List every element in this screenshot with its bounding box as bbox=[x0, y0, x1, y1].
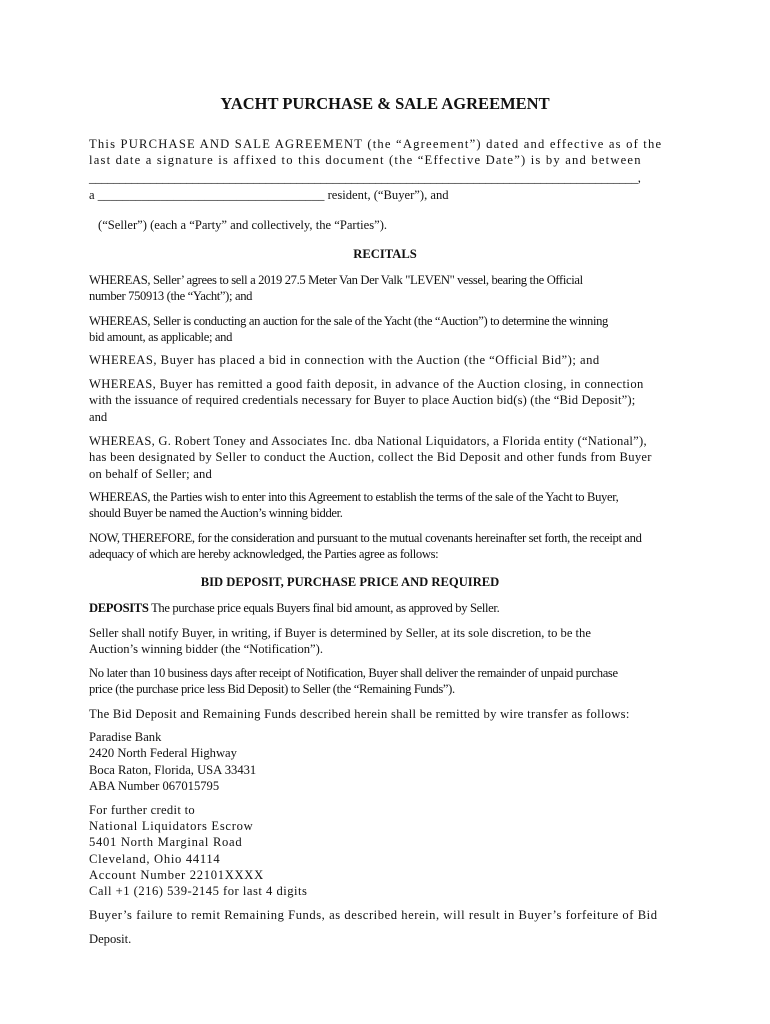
now-therefore-line-1: NOW, THEREFORE, for the consideration and pursuant to the mutual covenants hereinafter set forth, the receipt and bbox=[89, 531, 642, 545]
recital-6-line-1: WHEREAS, the Parties wish to enter into this Agreement to establish the terms of the sale of the Yacht to Buyer, bbox=[89, 490, 619, 504]
document-title: YACHT PURCHASE & SALE AGREEMENT bbox=[220, 94, 550, 113]
recital-4-line-1: WHEREAS, Buyer has remitted a good faith deposit, in advance of the Auction closing, in connection bbox=[89, 377, 644, 391]
recital-5-line-3: on behalf of Seller; and bbox=[89, 467, 213, 481]
bank-name: Paradise Bank bbox=[89, 730, 162, 744]
wire-transfer-line: The Bid Deposit and Remaining Funds described herein shall be remitted by wire transfer as follows: bbox=[89, 707, 630, 721]
intro-line-1: This PURCHASE AND SALE AGREEMENT (the “Agreement”) dated and effective as of the bbox=[89, 137, 663, 151]
bank-address-2: Boca Raton, Florida, USA 33431 bbox=[89, 763, 257, 777]
credit-line-2: National Liquidators Escrow bbox=[89, 819, 254, 833]
buyer-residence-line: a ____________________________________ resident, (“Buyer”), and bbox=[89, 188, 449, 202]
bank-aba-number: ABA Number 067015795 bbox=[89, 779, 220, 793]
bank-address-1: 2420 North Federal Highway bbox=[89, 746, 237, 760]
credit-line-3: 5401 North Marginal Road bbox=[89, 835, 243, 849]
seller-parties-line: (“Seller”) (each a “Party” and collectively, the “Parties”). bbox=[98, 218, 388, 232]
credit-line-4: Cleveland, Ohio 44114 bbox=[89, 852, 221, 866]
deposits-text: The purchase price equals Buyers final bid amount, as approved by Seller. bbox=[148, 601, 500, 615]
recital-5-line-2: has been designated by Seller to conduct the Auction, collect the Bid Deposit and other funds from Buyer bbox=[89, 450, 652, 464]
forfeit-line-1: Buyer’s failure to remit Remaining Funds, as described herein, will result in Buyer’s forfeiture of Bid bbox=[89, 908, 658, 922]
deposits-label: DEPOSITS bbox=[89, 601, 149, 615]
recital-6-line-2: should Buyer be named the Auction’s winning bidder. bbox=[89, 506, 343, 520]
recital-1-line-1: WHEREAS, Seller’ agrees to sell a 2019 27.5 Meter Van Der Valk "LEVEN" vessel, bearing the Official bbox=[89, 273, 583, 287]
recitals-heading: RECITALS bbox=[353, 247, 417, 261]
notification-line-1: Seller shall notify Buyer, in writing, if Buyer is determined by Seller, at its sole discretion, to be the bbox=[89, 626, 591, 640]
recital-5-line-1: WHEREAS, G. Robert Toney and Associates Inc. dba National Liquidators, a Florida entity (“National”), bbox=[89, 434, 647, 448]
notification-line-2: Auction’s winning bidder (the “Notification”). bbox=[89, 642, 323, 656]
credit-account-number: Account Number 22101XXXX bbox=[89, 868, 264, 882]
credit-call-line: Call +1 (216) 539-2145 for last 4 digits bbox=[89, 884, 308, 898]
now-therefore-line-2: adequacy of which are hereby acknowledged, the Parties agree as follows: bbox=[89, 547, 439, 561]
remaining-funds-line-1: No later than 10 business days after receipt of Notification, Buyer shall deliver the remainder of unpaid purchase bbox=[89, 666, 618, 680]
recital-1-line-2: number 750913 (the “Yacht”); and bbox=[89, 289, 253, 303]
remaining-funds-line-2: price (the purchase price less Bid Deposit) to Seller (the “Remaining Funds”). bbox=[89, 682, 455, 696]
bid-deposit-heading: BID DEPOSIT, PURCHASE PRICE AND REQUIRED bbox=[200, 575, 500, 589]
recital-2-line-1: WHEREAS, Seller is conducting an auction for the sale of the Yacht (the “Auction”) to determine the winning bbox=[89, 314, 608, 328]
credit-line-1: For further credit to bbox=[89, 803, 195, 817]
recital-2-line-2: bid amount, as applicable; and bbox=[89, 330, 233, 344]
recital-3-line-1: WHEREAS, Buyer has placed a bid in connection with the Auction (the “Official Bid”); and bbox=[89, 353, 600, 367]
intro-line-2: last date a signature is affixed to this document (the “Effective Date”) is by and between bbox=[89, 153, 642, 167]
recital-4-line-3: and bbox=[89, 410, 108, 424]
recital-4-line-2: with the issuance of required credentials necessary for Buyer to place Auction bid(s) (the “Bid Deposit”); bbox=[89, 393, 636, 407]
deposits-paragraph bbox=[89, 600, 499, 616]
forfeit-line-2: Deposit. bbox=[89, 932, 132, 946]
buyer-name-blank: __________________________________________________________________________________________, bbox=[89, 171, 641, 185]
